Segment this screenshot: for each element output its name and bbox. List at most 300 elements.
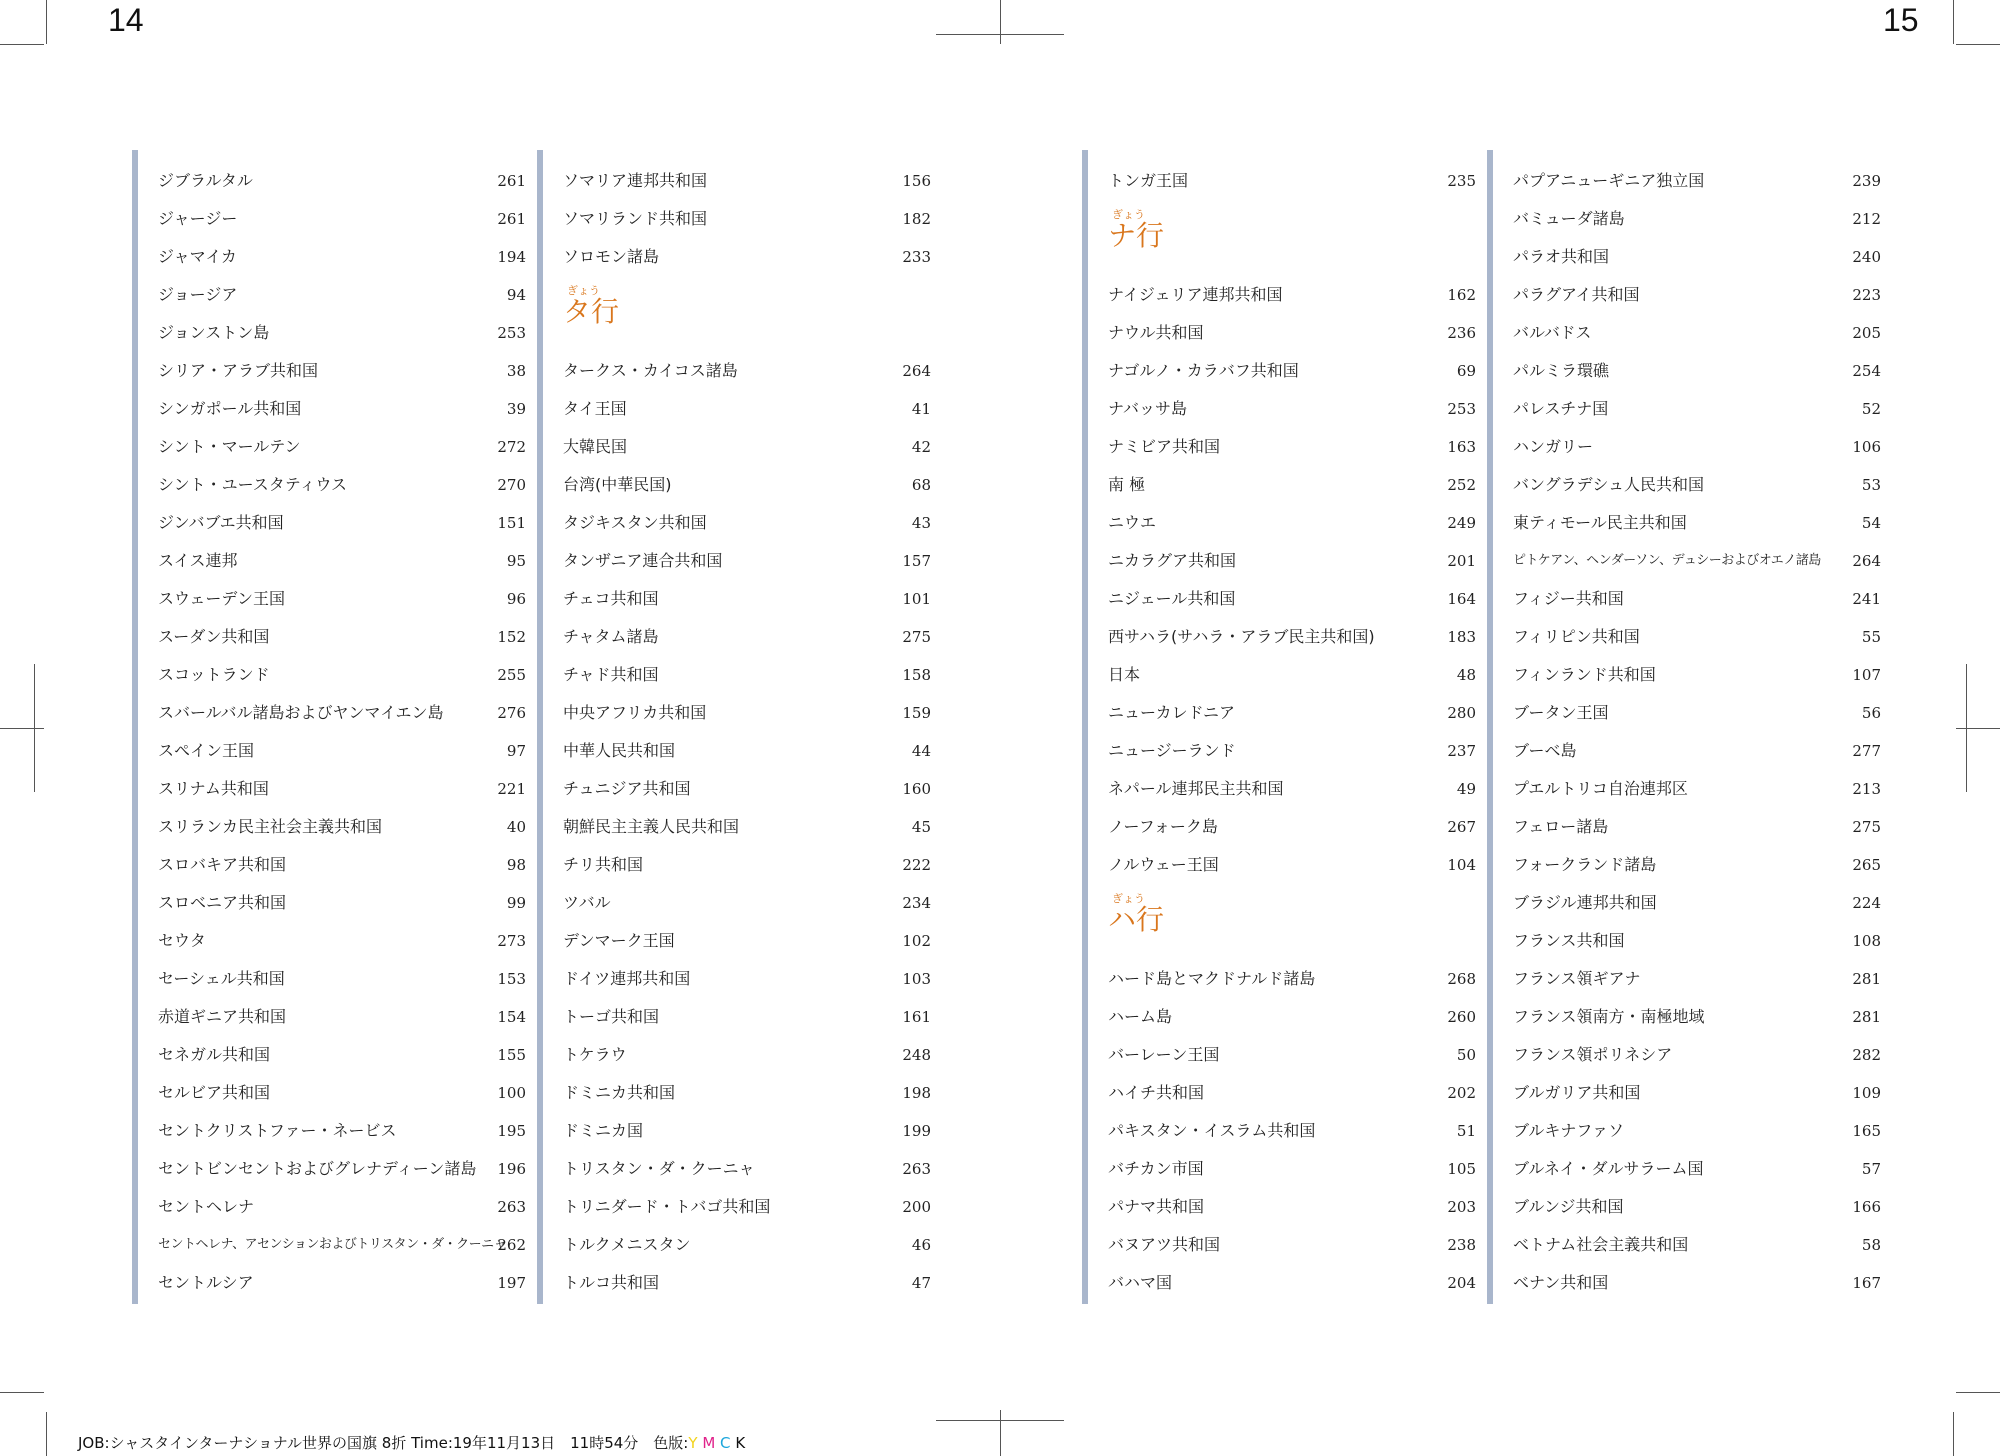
country-name: ドミニカ国 [563, 1121, 644, 1140]
page-reference: 100 [497, 1084, 526, 1102]
country-name: フランス領南方・南極地域 [1513, 1007, 1705, 1026]
page-reference: 222 [902, 856, 931, 874]
page-reference: 155 [497, 1046, 526, 1064]
section-heading-ruby: ぎょう [1112, 208, 1145, 221]
country-name: フランス領ポリネシア [1513, 1045, 1673, 1064]
country-name: ソマリランド共和国 [563, 209, 708, 228]
index-entry [563, 204, 931, 234]
section-heading-ruby: ぎょう [567, 284, 600, 297]
page-reference: 151 [497, 514, 526, 532]
page-reference: 39 [506, 400, 526, 418]
page-reference: 238 [1447, 1236, 1476, 1254]
index-entry [1513, 584, 1881, 614]
page-reference: 53 [1861, 476, 1881, 494]
page-reference: 162 [1447, 286, 1476, 304]
index-entry [1108, 546, 1476, 576]
page-reference: 51 [1456, 1122, 1476, 1140]
country-name: トリスタン・ダ・クーニャ [563, 1159, 755, 1178]
page-reference: 157 [902, 552, 931, 570]
country-name: 日本 [1108, 665, 1141, 684]
index-entry [158, 318, 526, 348]
page-reference: 201 [1447, 552, 1476, 570]
page-reference: 49 [1456, 780, 1476, 798]
page-reference: 223 [1852, 286, 1881, 304]
index-entry [1108, 394, 1476, 424]
index-entry [158, 280, 526, 310]
page-reference: 252 [1447, 476, 1476, 494]
page-reference: 281 [1852, 1008, 1881, 1026]
country-name: バミューダ諸島 [1513, 209, 1625, 228]
index-entry [563, 1230, 931, 1260]
country-name: 南 極 [1108, 475, 1146, 494]
index-entry [158, 964, 526, 994]
index-entry [158, 546, 526, 576]
page-reference: 196 [497, 1160, 526, 1178]
page-reference: 260 [1447, 1008, 1476, 1026]
country-name: チャタム諸島 [563, 627, 659, 646]
page-reference: 241 [1852, 590, 1881, 608]
page-reference: 248 [902, 1046, 931, 1064]
page-reference: 249 [1447, 514, 1476, 532]
index-entry [1513, 926, 1881, 956]
index-entry [1108, 1268, 1476, 1298]
page-reference: 237 [1447, 742, 1476, 760]
page-reference: 273 [497, 932, 526, 950]
index-entry [563, 964, 931, 994]
slug-text: JOB:シャスタインターナショナル世界の国旗 8折 Time:19年11月13日 11時54分 色版: [78, 1434, 689, 1452]
country-name: ノルウェー王国 [1108, 855, 1219, 874]
country-name: トンガ王国 [1108, 171, 1189, 190]
index-entry [563, 584, 931, 614]
index-entry [158, 926, 526, 956]
index-entry [158, 774, 526, 804]
index-entry [158, 166, 526, 196]
page-reference: 43 [911, 514, 931, 532]
country-name: バハマ国 [1108, 1273, 1173, 1292]
country-name: バチカン市国 [1108, 1159, 1204, 1178]
country-name: 大韓民国 [563, 437, 628, 456]
index-entry [158, 1268, 526, 1298]
page-reference: 199 [902, 1122, 931, 1140]
page-reference: 255 [497, 666, 526, 684]
index-entry [563, 888, 931, 918]
index-entry [1513, 242, 1881, 272]
country-name: ジンバブエ共和国 [158, 513, 284, 532]
page-reference: 154 [497, 1008, 526, 1026]
page-reference: 281 [1852, 970, 1881, 988]
country-name: ニジェール共和国 [1108, 589, 1236, 608]
index-entry [158, 1230, 526, 1260]
page-reference: 254 [1852, 362, 1881, 380]
index-entry [1513, 1078, 1881, 1108]
index-entry [158, 850, 526, 880]
index-entry [1513, 622, 1881, 652]
index-column-3 [1082, 150, 1476, 1304]
page-reference: 261 [497, 172, 526, 190]
plate-c: C [720, 1434, 731, 1452]
page-reference: 159 [902, 704, 931, 722]
country-name: パレスチナ国 [1513, 399, 1609, 418]
page-reference: 204 [1447, 1274, 1476, 1292]
country-name: ナミビア共和国 [1108, 437, 1221, 456]
country-name: ブルガリア共和国 [1513, 1083, 1641, 1102]
page-reference: 44 [911, 742, 931, 760]
page-reference: 69 [1456, 362, 1476, 380]
index-entry [1513, 964, 1881, 994]
plate-k: K [735, 1434, 746, 1452]
index-entry [158, 888, 526, 918]
index-entry [1108, 660, 1476, 690]
index-entry [563, 850, 931, 880]
page-reference: 261 [497, 210, 526, 228]
page-reference: 97 [506, 742, 526, 760]
index-entry [563, 1154, 931, 1184]
page-reference: 101 [902, 590, 931, 608]
page-reference: 161 [902, 1008, 931, 1026]
index-entry [1108, 698, 1476, 728]
index-entry [1513, 546, 1881, 576]
index-entry [1513, 1268, 1881, 1298]
index-entry [563, 1040, 931, 1070]
index-entry [158, 660, 526, 690]
index-entry [563, 432, 931, 462]
country-name: チリ共和国 [563, 855, 644, 874]
index-entry [1108, 166, 1476, 196]
page-reference: 102 [902, 932, 931, 950]
page-reference: 96 [506, 590, 526, 608]
index-entry [1108, 736, 1476, 766]
country-name: ニカラグア共和国 [1108, 551, 1237, 570]
index-column-2 [537, 150, 931, 1304]
country-name: ナイジェリア連邦共和国 [1108, 285, 1283, 304]
index-column-1 [132, 150, 526, 1304]
page-reference: 200 [902, 1198, 931, 1216]
country-name: セネガル共和国 [158, 1045, 271, 1064]
page-reference: 57 [1861, 1160, 1881, 1178]
index-entry [158, 1040, 526, 1070]
index-entry [563, 356, 931, 386]
index-entry [1513, 204, 1881, 234]
index-entry [1513, 432, 1881, 462]
country-name: ハード島とマクドナルド諸島 [1108, 969, 1316, 988]
index-entry [563, 660, 931, 690]
page-reference: 152 [497, 628, 526, 646]
country-name: ベトナム社会主義共和国 [1513, 1235, 1689, 1254]
page-reference: 42 [911, 438, 931, 456]
country-name: パプアニューギニア独立国 [1513, 171, 1705, 190]
country-name: ドイツ連邦共和国 [563, 969, 691, 988]
index-entry [1108, 1078, 1476, 1108]
page-reference: 221 [497, 780, 526, 798]
page-reference: 236 [1447, 324, 1476, 342]
page-reference: 158 [902, 666, 931, 684]
page-reference: 41 [911, 400, 931, 418]
country-name: パラオ共和国 [1513, 247, 1610, 266]
index-entry [563, 1268, 931, 1298]
country-name: フランス領ギアナ [1513, 969, 1641, 988]
page-reference: 198 [902, 1084, 931, 1102]
country-name: ブルネイ・ダルサラーム国 [1513, 1159, 1704, 1178]
index-entry [158, 356, 526, 386]
page-reference: 205 [1852, 324, 1881, 342]
country-name: 朝鮮民主主義人民共和国 [563, 817, 740, 836]
index-entry [1108, 584, 1476, 614]
country-name: ニウエ [1108, 513, 1157, 532]
country-name: フィジー共和国 [1513, 589, 1624, 608]
country-name: スロベニア共和国 [158, 893, 287, 912]
country-name: ジョージア [158, 285, 238, 304]
country-name: ネパール連邦民主共和国 [1108, 779, 1284, 798]
page-reference: 164 [1447, 590, 1476, 608]
page-reference: 52 [1861, 400, 1881, 418]
country-name: トルコ共和国 [563, 1273, 660, 1292]
page-reference: 99 [506, 894, 526, 912]
index-entry [1513, 736, 1881, 766]
index-entry [1108, 1040, 1476, 1070]
page-reference: 160 [902, 780, 931, 798]
country-name: ベナン共和国 [1513, 1273, 1609, 1292]
index-entry [1108, 318, 1476, 348]
country-name: 西サハラ(サハラ・アラブ民主共和国) [1108, 627, 1375, 646]
country-name: チェコ共和国 [563, 589, 659, 608]
index-entry [1513, 356, 1881, 386]
country-name: バングラデシュ人民共和国 [1513, 475, 1705, 494]
country-name: セウタ [158, 931, 206, 950]
index-entry [563, 812, 931, 842]
country-name: ソマリア連邦共和国 [563, 171, 708, 190]
index-entry [1513, 774, 1881, 804]
country-name: 台湾(中華民国) [563, 475, 672, 494]
country-name: スイス連邦 [158, 551, 238, 570]
page-reference: 224 [1852, 894, 1881, 912]
page-reference: 98 [506, 856, 526, 874]
index-entry [1108, 1154, 1476, 1184]
index-entry [158, 812, 526, 842]
country-name: トリニダード・トバゴ共和国 [563, 1197, 771, 1216]
page-reference: 233 [902, 248, 931, 266]
index-entry [158, 1154, 526, 1184]
page-reference: 48 [1456, 666, 1476, 684]
country-name: ナバッサ島 [1108, 399, 1188, 418]
index-entry [158, 394, 526, 424]
index-entry [158, 698, 526, 728]
page-reference: 268 [1447, 970, 1476, 988]
country-name: セルビア共和国 [158, 1083, 271, 1102]
page-reference: 182 [902, 210, 931, 228]
country-name: トルクメニスタン [563, 1235, 691, 1254]
country-name: フェロー諸島 [1513, 817, 1609, 836]
index-entry [158, 432, 526, 462]
country-name: ブラジル連邦共和国 [1513, 893, 1657, 912]
page-reference: 183 [1447, 628, 1476, 646]
plate-m: M [702, 1434, 716, 1452]
index-entry [1108, 1230, 1476, 1260]
page-reference: 47 [911, 1274, 931, 1292]
page-reference: 203 [1447, 1198, 1476, 1216]
index-entry [1513, 1116, 1881, 1146]
page-reference: 108 [1852, 932, 1881, 950]
page-reference: 105 [1447, 1160, 1476, 1178]
index-entry [1513, 1002, 1881, 1032]
country-name: スロバキア共和国 [158, 855, 287, 874]
index-entry [158, 242, 526, 272]
page-number-left: 14 [108, 2, 144, 38]
country-name: ジョンストン島 [158, 323, 270, 342]
country-name: セントヘレナ、アセンションおよびトリスタン・ダ・クーニャ [158, 1237, 507, 1252]
index-entry [1513, 1192, 1881, 1222]
country-name: ジャマイカ [158, 247, 237, 266]
page-reference: 267 [1447, 818, 1476, 836]
country-name: ツバル [563, 893, 611, 912]
index-entry [563, 622, 931, 652]
index-entry [563, 1192, 931, 1222]
country-name: ハイチ共和国 [1108, 1083, 1205, 1102]
index-entry [563, 736, 931, 766]
country-name: パルミラ環礁 [1513, 361, 1610, 380]
country-name: ブーベ島 [1513, 741, 1577, 760]
index-entry [158, 508, 526, 538]
index-entry [158, 1192, 526, 1222]
index-entry [1108, 774, 1476, 804]
country-name: ハーム島 [1108, 1007, 1173, 1026]
country-name: シント・ユースタティウス [158, 475, 348, 494]
country-name: スペイン王国 [158, 741, 255, 760]
index-entry [158, 584, 526, 614]
page-reference: 282 [1852, 1046, 1881, 1064]
country-name: セントルシア [158, 1273, 254, 1292]
page-reference: 270 [497, 476, 526, 494]
index-entry [1108, 470, 1476, 500]
page-reference: 262 [497, 1236, 526, 1254]
index-entry [158, 1116, 526, 1146]
index-entry [158, 470, 526, 500]
page-reference: 163 [1447, 438, 1476, 456]
country-name: シント・マールテン [158, 437, 301, 456]
page-reference: 264 [1852, 552, 1881, 570]
index-entry [563, 1078, 931, 1108]
index-entry [563, 242, 931, 272]
index-entry [158, 1078, 526, 1108]
page-reference: 38 [506, 362, 526, 380]
country-name: ニューカレドニア [1108, 703, 1236, 722]
page-reference: 156 [902, 172, 931, 190]
section-heading-text: タ行 [563, 295, 620, 328]
page-reference: 265 [1852, 856, 1881, 874]
page-reference: 275 [1852, 818, 1881, 836]
index-entry [1513, 1230, 1881, 1260]
page-reference: 213 [1852, 780, 1881, 798]
page-reference: 239 [1852, 172, 1881, 190]
country-name: シリア・アラブ共和国 [158, 361, 319, 380]
country-name: ドミニカ共和国 [563, 1083, 676, 1102]
page-reference: 56 [1861, 704, 1881, 722]
country-name: タイ王国 [563, 399, 627, 418]
country-name: タークス・カイコス諸島 [563, 361, 738, 380]
page-reference: 276 [497, 704, 526, 722]
page-reference: 45 [911, 818, 931, 836]
page-reference: 263 [902, 1160, 931, 1178]
country-name: タンザニア連合共和国 [563, 551, 723, 570]
page-reference: 253 [497, 324, 526, 342]
index-entry [1513, 318, 1881, 348]
country-name: ピトケアン、ヘンダーソン、デュシーおよびオエノ諸島 [1513, 553, 1821, 568]
country-name: フィリピン共和国 [1513, 627, 1640, 646]
country-name: フィンランド共和国 [1513, 665, 1656, 684]
index-entry [1108, 1116, 1476, 1146]
page-reference: 55 [1861, 628, 1881, 646]
index-entry [563, 508, 931, 538]
country-name: ナウル共和国 [1108, 323, 1204, 342]
country-name: ニュージーランド [1108, 741, 1236, 760]
page-reference: 263 [497, 1198, 526, 1216]
country-name: プエルトリコ自治連邦区 [1513, 779, 1688, 798]
index-entry [1513, 850, 1881, 880]
index-entry [1513, 508, 1881, 538]
country-name: ナゴルノ・カラバフ共和国 [1108, 361, 1299, 380]
index-entry [158, 204, 526, 234]
index-entry [1513, 394, 1881, 424]
page-reference: 202 [1447, 1084, 1476, 1102]
country-name: バーレーン王国 [1108, 1045, 1220, 1064]
section-heading-ruby: ぎょう [1112, 892, 1145, 905]
page-reference: 106 [1852, 438, 1881, 456]
page-reference: 94 [506, 286, 526, 304]
index-entry [1513, 166, 1881, 196]
index-entry [563, 774, 931, 804]
country-name: パナマ共和国 [1108, 1197, 1205, 1216]
country-name: 東ティモール民主共和国 [1513, 513, 1687, 532]
country-name: フォークランド諸島 [1513, 855, 1657, 874]
section-heading-text: ナ行 [1108, 219, 1165, 252]
country-name: チャド共和国 [563, 665, 659, 684]
index-entry [1108, 508, 1476, 538]
country-name: 中華人民共和国 [563, 741, 676, 760]
page-reference: 280 [1447, 704, 1476, 722]
index-entry [563, 1002, 931, 1032]
country-name: ジャージー [158, 209, 238, 228]
page-reference: 264 [902, 362, 931, 380]
country-name: シンガポール共和国 [158, 399, 302, 418]
page-reference: 234 [902, 894, 931, 912]
country-name: パキスタン・イスラム共和国 [1108, 1121, 1316, 1140]
country-name: スコットランド [158, 665, 270, 684]
country-name: セントヘレナ [158, 1197, 255, 1216]
country-name: チュニジア共和国 [563, 779, 691, 798]
page-reference: 50 [1456, 1046, 1476, 1064]
index-entry [1108, 1002, 1476, 1032]
country-name: タジキスタン共和国 [563, 513, 707, 532]
country-name: フランス共和国 [1513, 931, 1625, 950]
index-entry [1108, 280, 1476, 310]
page-reference: 235 [1447, 172, 1476, 190]
page-reference: 58 [1861, 1236, 1881, 1254]
index-entry [563, 1116, 931, 1146]
index-entry [563, 166, 931, 196]
index-entry [158, 622, 526, 652]
country-name: セーシェル共和国 [158, 969, 285, 988]
index-entry [1513, 1154, 1881, 1184]
country-name: スリナム共和国 [158, 779, 269, 798]
page-reference: 195 [497, 1122, 526, 1140]
page-reference: 95 [506, 552, 526, 570]
index-entry [1108, 432, 1476, 462]
index-entry [1513, 1040, 1881, 1070]
country-name: トケラウ [563, 1045, 627, 1064]
country-name: スリランカ民主社会主義共和国 [158, 817, 383, 836]
index-entry [1108, 812, 1476, 842]
country-name: 中央アフリカ共和国 [563, 703, 707, 722]
country-name: スウェーデン王国 [158, 589, 286, 608]
